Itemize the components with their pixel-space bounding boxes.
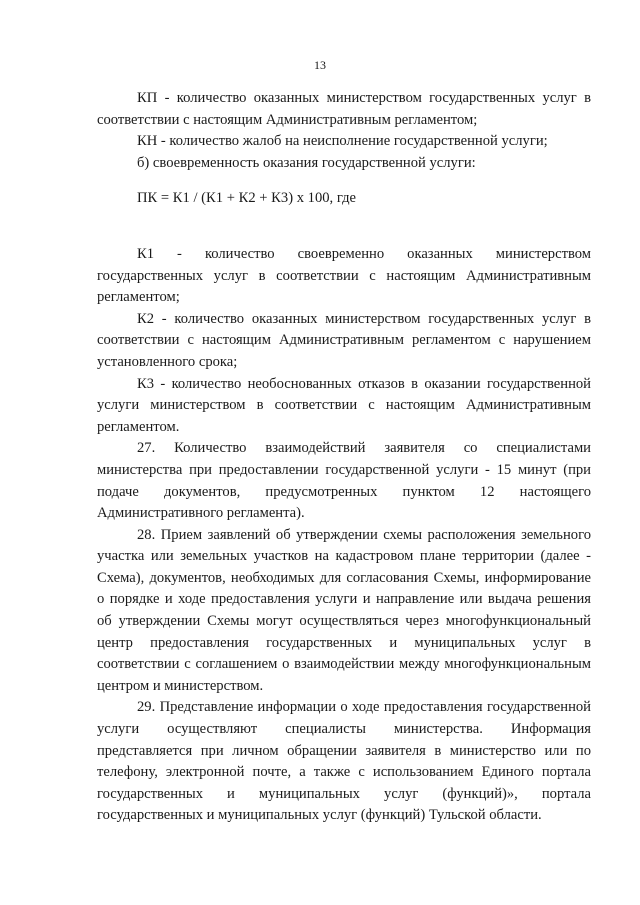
paragraph-k3: К3 - количество необоснованных отказов в оказании государственной услуги министерством в соответствии с настоящим Административным регламентом. <box>97 375 591 435</box>
paragraph-27: 27. Количество взаимодействий заявителя со специалистами министерства при предоставлении государственной услуги - 15 минут (при подаче документов, предусмотренных пунктом 12 настоящего Административного регламента). <box>97 440 591 522</box>
paragraph-kn: КН - количество жалоб на неисполнение государственной услуги; <box>137 133 548 150</box>
page-number: 13 <box>314 58 326 72</box>
paragraph-k2: К2 - количество оказанных министерством государственных услуг в соответствии с настоящим Административным регламентом с нарушением установленного срока; <box>97 310 591 370</box>
paragraph-28: 28. Прием заявлений об утверждении схемы расположения земельного участка или земельных участков на кадастровом плане территории (далее - Схема), документов, необходимых для согласования Схемы, информирование о порядке и ходе предоставления услуги и направление или выдача решения об утверждении Схемы могут осуществляться через многофункциональный центр предоставления государственных и муниципальных услуг в соответствии с соглашением о взаимодействии между многофункциональным центром и министерством. <box>97 526 591 694</box>
body-text <box>97 88 591 827</box>
paragraph-29: 29. Представление информации о ходе предоставления государственной услуги осуществляют специалисты министерства. Информация представляется при личном обращении заявителя в министерство или по телефону, электронной почте, а также с использованием Единого портала государственных и муниципальных услуг (функций)», портала государственных и муниципальных услуг (функций) Тульской области. <box>97 699 591 824</box>
formula: ПК = К1 / (К1 + К2 + К3) х 100, где <box>137 190 356 207</box>
paragraph-kp: КП - количество оказанных министерством государственных услуг в соответствии с настоящим Административным регламентом; <box>97 90 591 128</box>
paragraph-b: б) своевременность оказания государственной услуги: <box>137 154 476 171</box>
paragraph-k1: К1 - количество своевременно оказанных министерством государственных услуг в соответствии с настоящим Административным регламентом; <box>97 245 591 306</box>
